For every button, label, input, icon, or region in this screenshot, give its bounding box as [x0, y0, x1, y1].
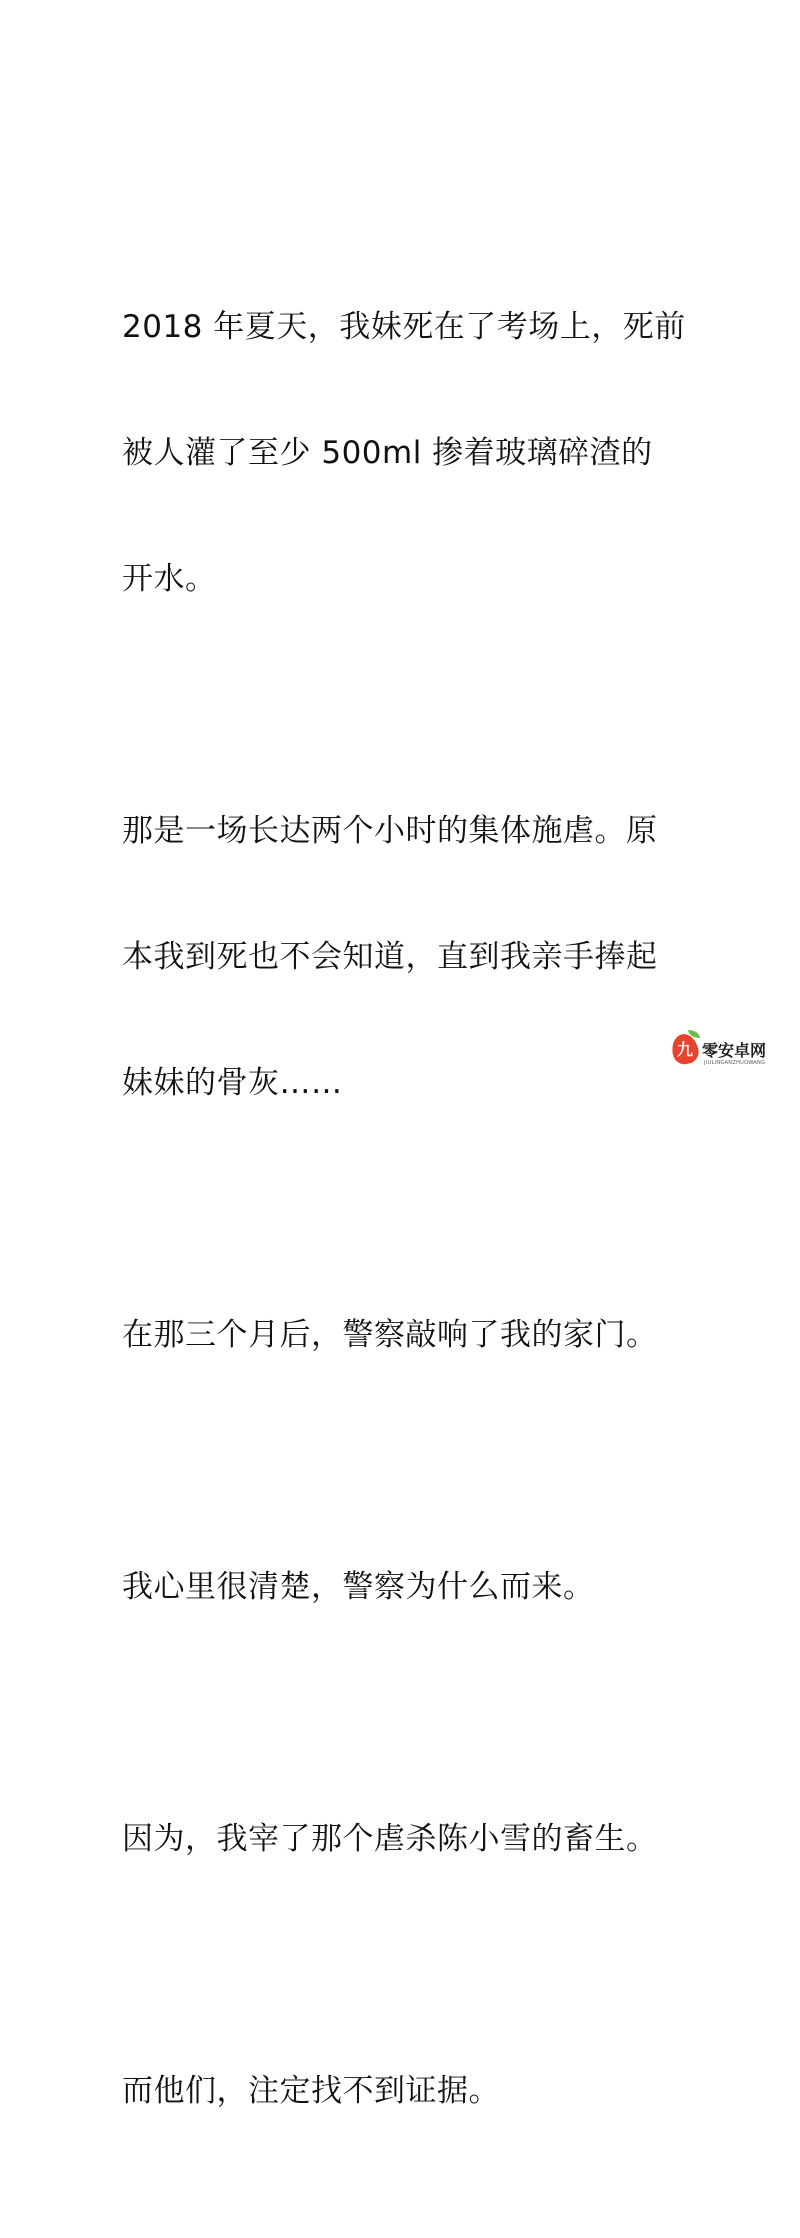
paragraph-line: 而他们，注定找不到证据。 [122, 2073, 500, 2109]
paragraph-line: 开水。 [122, 561, 217, 597]
paragraph-3 [122, 1230, 692, 1440]
paragraph-1 [122, 222, 692, 684]
paragraph-line: 妹妹的骨灰…… [122, 1065, 343, 1101]
logo-badge-text: 九 [676, 1040, 693, 1060]
watermark-subtitle: JIULINGANZHUOWANG [704, 1060, 766, 1066]
paragraph-line: 那是一场长达两个小时的集体施虐。原 [122, 813, 658, 849]
paragraph-5 [122, 1734, 692, 1944]
paragraph-2 [122, 726, 692, 1188]
paragraph-line: 2018 年夏天，我妹死在了考场上，死前 [122, 309, 686, 345]
site-watermark-logo [664, 1024, 772, 1076]
paragraph-line: 本我到死也不会知道，直到我亲手捧起 [122, 939, 658, 975]
paragraph-line: 被人灌了至少 500ml 掺着玻璃碎渣的 [122, 435, 653, 471]
paragraph-line: 因为，我宰了那个虐杀陈小雪的畜生。 [122, 1821, 658, 1857]
paragraph-6 [122, 1986, 692, 2196]
story-text [122, 222, 692, 2238]
watermark-name: 零安卓网 [702, 1041, 767, 1060]
paragraph-line: 在那三个月后，警察敲响了我的家门。 [122, 1317, 658, 1353]
paragraph-4 [122, 1482, 692, 1692]
paragraph-line: 我心里很清楚，警察为什么而来。 [122, 1569, 595, 1605]
